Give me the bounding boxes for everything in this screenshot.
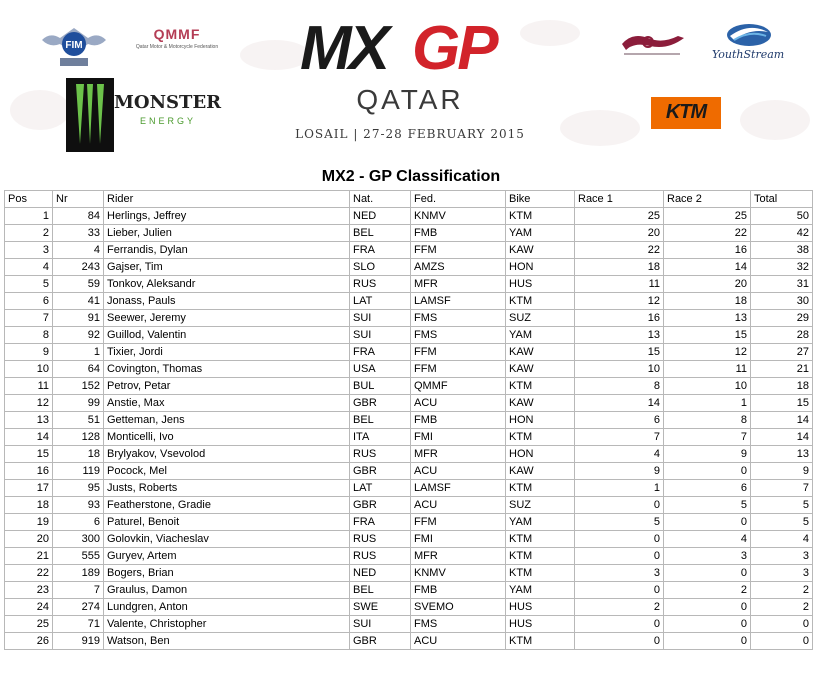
race2-cell: 9 — [664, 446, 751, 463]
federation-cell: AMZS — [411, 259, 506, 276]
background-texture — [520, 20, 580, 46]
federation-cell: SVEMO — [411, 599, 506, 616]
position-cell: 23 — [5, 582, 53, 599]
race1-cell: 8 — [575, 378, 664, 395]
position-cell: 24 — [5, 599, 53, 616]
table-row — [5, 259, 813, 276]
bike-cell: KTM — [506, 378, 575, 395]
table-row — [5, 310, 813, 327]
race1-cell: 3 — [575, 565, 664, 582]
federation-cell: FMB — [411, 582, 506, 599]
nationality-cell: RUS — [350, 276, 411, 293]
rider-cell: Ferrandis, Dylan — [104, 242, 350, 259]
rider-cell: Guryev, Artem — [104, 548, 350, 565]
background-texture — [10, 90, 70, 130]
race2-cell: 13 — [664, 310, 751, 327]
ktm-logo-text: KTM — [665, 101, 707, 123]
race2-cell: 0 — [664, 463, 751, 480]
rider-cell: Anstie, Max — [104, 395, 350, 412]
nationality-cell: SUI — [350, 327, 411, 344]
table-row — [5, 480, 813, 497]
nationality-cell: LAT — [350, 293, 411, 310]
nationality-cell: NED — [350, 208, 411, 225]
table-body — [5, 208, 813, 650]
position-cell: 11 — [5, 378, 53, 395]
race1-cell: 4 — [575, 446, 664, 463]
table-row — [5, 276, 813, 293]
federation-cell: FFM — [411, 242, 506, 259]
column-header: Total — [751, 191, 813, 208]
federation-cell: FMS — [411, 616, 506, 633]
rider-cell: Lundgren, Anton — [104, 599, 350, 616]
race2-cell: 20 — [664, 276, 751, 293]
classification-table — [4, 190, 813, 650]
race2-cell: 1 — [664, 395, 751, 412]
bike-cell: YAM — [506, 225, 575, 242]
race2-cell: 0 — [664, 633, 751, 650]
race1-cell: 18 — [575, 259, 664, 276]
total-cell: 7 — [751, 480, 813, 497]
table-row — [5, 293, 813, 310]
position-cell: 4 — [5, 259, 53, 276]
race2-cell: 0 — [664, 599, 751, 616]
number-cell: 95 — [53, 480, 104, 497]
rider-cell: Guillod, Valentin — [104, 327, 350, 344]
federation-cell: FFM — [411, 344, 506, 361]
total-cell: 5 — [751, 514, 813, 531]
bike-cell: KAW — [506, 463, 575, 480]
background-texture — [560, 110, 640, 146]
number-cell: 4 — [53, 242, 104, 259]
number-cell: 243 — [53, 259, 104, 276]
youthstream-logo — [710, 22, 790, 66]
fim-logo — [40, 22, 108, 72]
total-cell: 32 — [751, 259, 813, 276]
race2-cell: 15 — [664, 327, 751, 344]
rider-cell: Paturel, Benoit — [104, 514, 350, 531]
bike-cell: YAM — [506, 514, 575, 531]
position-cell: 20 — [5, 531, 53, 548]
bike-cell: HON — [506, 446, 575, 463]
qmmf-logo — [122, 26, 232, 68]
mxgp-logo — [300, 14, 524, 84]
race2-cell: 22 — [664, 225, 751, 242]
federation-cell: FMB — [411, 225, 506, 242]
total-cell: 3 — [751, 548, 813, 565]
race1-cell: 0 — [575, 548, 664, 565]
bike-cell: YAM — [506, 327, 575, 344]
table-row — [5, 225, 813, 242]
bike-cell: KTM — [506, 293, 575, 310]
rider-cell: Lieber, Julien — [104, 225, 350, 242]
position-cell: 1 — [5, 208, 53, 225]
bike-cell: HUS — [506, 276, 575, 293]
race2-cell: 25 — [664, 208, 751, 225]
nationality-cell: LAT — [350, 480, 411, 497]
table-row — [5, 565, 813, 582]
total-cell: 5 — [751, 497, 813, 514]
number-cell: 59 — [53, 276, 104, 293]
total-cell: 15 — [751, 395, 813, 412]
race1-cell: 2 — [575, 599, 664, 616]
number-cell: 1 — [53, 344, 104, 361]
table-row — [5, 548, 813, 565]
race1-cell: 10 — [575, 361, 664, 378]
race1-cell: 7 — [575, 429, 664, 446]
losail-circuit-logo — [618, 28, 690, 58]
event-dates: LOSAIL | 27-28 FEBRUARY 2015 — [295, 127, 525, 141]
table-row — [5, 446, 813, 463]
federation-cell: FMS — [411, 310, 506, 327]
race1-cell: 0 — [575, 531, 664, 548]
rider-cell: Brylyakov, Vsevolod — [104, 446, 350, 463]
position-cell: 25 — [5, 616, 53, 633]
rider-cell: Tixier, Jordi — [104, 344, 350, 361]
column-header: Bike — [506, 191, 575, 208]
rider-cell: Getteman, Jens — [104, 412, 350, 429]
nationality-cell: SLO — [350, 259, 411, 276]
table-row — [5, 412, 813, 429]
total-cell: 42 — [751, 225, 813, 242]
number-cell: 7 — [53, 582, 104, 599]
federation-cell: LAMSF — [411, 293, 506, 310]
race2-cell: 4 — [664, 531, 751, 548]
number-cell: 189 — [53, 565, 104, 582]
number-cell: 6 — [53, 514, 104, 531]
nationality-cell: FRA — [350, 344, 411, 361]
event-banner — [0, 0, 822, 160]
nationality-cell: GBR — [350, 395, 411, 412]
number-cell: 41 — [53, 293, 104, 310]
race1-cell: 1 — [575, 480, 664, 497]
bike-cell: SUZ — [506, 310, 575, 327]
rider-cell: Jonass, Pauls — [104, 293, 350, 310]
monster-claw-icon — [66, 78, 114, 152]
race1-cell: 0 — [575, 616, 664, 633]
position-cell: 18 — [5, 497, 53, 514]
number-cell: 91 — [53, 310, 104, 327]
table-row — [5, 344, 813, 361]
nationality-cell: SUI — [350, 310, 411, 327]
table-row — [5, 599, 813, 616]
nationality-cell: RUS — [350, 531, 411, 548]
column-header: Pos — [5, 191, 53, 208]
federation-cell: KNMV — [411, 565, 506, 582]
bike-cell: KTM — [506, 548, 575, 565]
bike-cell: KTM — [506, 429, 575, 446]
bike-cell: HON — [506, 412, 575, 429]
background-texture — [740, 100, 810, 140]
total-cell: 0 — [751, 616, 813, 633]
page-title: MX2 - GP Classification — [321, 168, 501, 185]
federation-cell: KNMV — [411, 208, 506, 225]
table-row — [5, 378, 813, 395]
table-row — [5, 497, 813, 514]
rider-cell: Tonkov, Aleksandr — [104, 276, 350, 293]
table-row — [5, 463, 813, 480]
table-row — [5, 208, 813, 225]
total-cell: 14 — [751, 412, 813, 429]
rider-cell: Monticelli, Ivo — [104, 429, 350, 446]
rider-cell: Petrov, Petar — [104, 378, 350, 395]
race1-cell: 16 — [575, 310, 664, 327]
nationality-cell: SUI — [350, 616, 411, 633]
number-cell: 18 — [53, 446, 104, 463]
nationality-cell: BEL — [350, 412, 411, 429]
youthstream-swoosh-icon — [724, 22, 774, 48]
race2-cell: 10 — [664, 378, 751, 395]
rider-cell: Justs, Roberts — [104, 480, 350, 497]
rider-cell: Valente, Christopher — [104, 616, 350, 633]
column-header: Rider — [104, 191, 350, 208]
race2-cell: 18 — [664, 293, 751, 310]
bike-cell: KAW — [506, 344, 575, 361]
bike-cell: YAM — [506, 582, 575, 599]
total-cell: 0 — [751, 633, 813, 650]
position-cell: 13 — [5, 412, 53, 429]
nationality-cell: BEL — [350, 582, 411, 599]
race2-cell: 0 — [664, 514, 751, 531]
federation-cell: FMB — [411, 412, 506, 429]
rider-cell: Pocock, Mel — [104, 463, 350, 480]
number-cell: 93 — [53, 497, 104, 514]
bike-cell: HON — [506, 259, 575, 276]
event-country: QATAR — [356, 84, 464, 115]
nationality-cell: USA — [350, 361, 411, 378]
number-cell: 919 — [53, 633, 104, 650]
position-cell: 7 — [5, 310, 53, 327]
number-cell: 555 — [53, 548, 104, 565]
position-cell: 10 — [5, 361, 53, 378]
race2-cell: 6 — [664, 480, 751, 497]
column-header: Nr — [53, 191, 104, 208]
race1-cell: 25 — [575, 208, 664, 225]
position-cell: 9 — [5, 344, 53, 361]
bike-cell: KAW — [506, 395, 575, 412]
total-cell: 13 — [751, 446, 813, 463]
federation-cell: MFR — [411, 548, 506, 565]
total-cell: 29 — [751, 310, 813, 327]
bike-cell: HUS — [506, 599, 575, 616]
race1-cell: 5 — [575, 514, 664, 531]
bike-cell: KTM — [506, 531, 575, 548]
table-row — [5, 633, 813, 650]
race2-cell: 8 — [664, 412, 751, 429]
table-row — [5, 395, 813, 412]
number-cell: 84 — [53, 208, 104, 225]
race1-cell: 20 — [575, 225, 664, 242]
position-cell: 21 — [5, 548, 53, 565]
bike-cell: KAW — [506, 242, 575, 259]
race2-cell: 7 — [664, 429, 751, 446]
mxgp-logo-gp: GP — [412, 14, 496, 83]
federation-cell: FFM — [411, 361, 506, 378]
rider-cell: Covington, Thomas — [104, 361, 350, 378]
number-cell: 64 — [53, 361, 104, 378]
race1-cell: 0 — [575, 497, 664, 514]
bike-cell: KAW — [506, 361, 575, 378]
race1-cell: 0 — [575, 633, 664, 650]
federation-cell: QMMF — [411, 378, 506, 395]
rider-cell: Featherstone, Gradie — [104, 497, 350, 514]
table-row — [5, 429, 813, 446]
table-row — [5, 327, 813, 344]
position-cell: 6 — [5, 293, 53, 310]
race1-cell: 15 — [575, 344, 664, 361]
rider-cell: Seewer, Jeremy — [104, 310, 350, 327]
total-cell: 30 — [751, 293, 813, 310]
total-cell: 28 — [751, 327, 813, 344]
federation-cell: FMI — [411, 531, 506, 548]
number-cell: 92 — [53, 327, 104, 344]
rider-cell: Herlings, Jeffrey — [104, 208, 350, 225]
number-cell: 119 — [53, 463, 104, 480]
table-row — [5, 361, 813, 378]
nationality-cell: ITA — [350, 429, 411, 446]
race2-cell: 14 — [664, 259, 751, 276]
position-cell: 22 — [5, 565, 53, 582]
table-row — [5, 582, 813, 599]
federation-cell: FFM — [411, 514, 506, 531]
total-cell: 3 — [751, 565, 813, 582]
total-cell: 38 — [751, 242, 813, 259]
monster-energy-logo — [66, 78, 222, 152]
table-header-row — [5, 191, 813, 208]
position-cell: 2 — [5, 225, 53, 242]
column-header: Nat. — [350, 191, 411, 208]
bike-cell: KTM — [506, 480, 575, 497]
number-cell: 300 — [53, 531, 104, 548]
nationality-cell: RUS — [350, 548, 411, 565]
total-cell: 21 — [751, 361, 813, 378]
rider-cell: Watson, Ben — [104, 633, 350, 650]
total-cell: 9 — [751, 463, 813, 480]
bike-cell: HUS — [506, 616, 575, 633]
nationality-cell: SWE — [350, 599, 411, 616]
table-row — [5, 242, 813, 259]
rider-cell: Golovkin, Viacheslav — [104, 531, 350, 548]
position-cell: 15 — [5, 446, 53, 463]
column-header: Race 1 — [575, 191, 664, 208]
race1-cell: 14 — [575, 395, 664, 412]
position-cell: 17 — [5, 480, 53, 497]
number-cell: 33 — [53, 225, 104, 242]
race2-cell: 3 — [664, 548, 751, 565]
nationality-cell: BEL — [350, 225, 411, 242]
race2-cell: 0 — [664, 616, 751, 633]
total-cell: 2 — [751, 599, 813, 616]
nationality-cell: RUS — [350, 446, 411, 463]
federation-cell: MFR — [411, 446, 506, 463]
position-cell: 26 — [5, 633, 53, 650]
position-cell: 3 — [5, 242, 53, 259]
race2-cell: 2 — [664, 582, 751, 599]
race2-cell: 12 — [664, 344, 751, 361]
nationality-cell: BUL — [350, 378, 411, 395]
nationality-cell: GBR — [350, 463, 411, 480]
race2-cell: 0 — [664, 565, 751, 582]
race1-cell: 6 — [575, 412, 664, 429]
energy-word: ENERGY — [140, 116, 197, 126]
race1-cell: 11 — [575, 276, 664, 293]
total-cell: 2 — [751, 582, 813, 599]
position-cell: 5 — [5, 276, 53, 293]
position-cell: 8 — [5, 327, 53, 344]
position-cell: 12 — [5, 395, 53, 412]
number-cell: 152 — [53, 378, 104, 395]
nationality-cell: GBR — [350, 497, 411, 514]
table-row — [5, 531, 813, 548]
race1-cell: 9 — [575, 463, 664, 480]
number-cell: 99 — [53, 395, 104, 412]
table-row — [5, 616, 813, 633]
svg-text:FIM: FIM — [65, 40, 83, 51]
race1-cell: 13 — [575, 327, 664, 344]
federation-cell: MFR — [411, 276, 506, 293]
total-cell: 31 — [751, 276, 813, 293]
rider-cell: Gajser, Tim — [104, 259, 350, 276]
bike-cell: KTM — [506, 633, 575, 650]
mxgp-logo-mx: MX — [300, 14, 387, 83]
rider-cell: Graulus, Damon — [104, 582, 350, 599]
federation-cell: ACU — [411, 633, 506, 650]
monster-word: MONSTER — [114, 92, 222, 113]
rider-cell: Bogers, Brian — [104, 565, 350, 582]
number-cell: 274 — [53, 599, 104, 616]
bike-cell: KTM — [506, 565, 575, 582]
column-header: Race 2 — [664, 191, 751, 208]
position-cell: 19 — [5, 514, 53, 531]
total-cell: 18 — [751, 378, 813, 395]
race2-cell: 16 — [664, 242, 751, 259]
youthstream-name: YouthStream — [712, 48, 785, 61]
race1-cell: 12 — [575, 293, 664, 310]
position-cell: 16 — [5, 463, 53, 480]
nationality-cell: NED — [350, 565, 411, 582]
federation-cell: FMS — [411, 327, 506, 344]
nationality-cell: FRA — [350, 514, 411, 531]
race1-cell: 0 — [575, 582, 664, 599]
total-cell: 50 — [751, 208, 813, 225]
federation-cell: LAMSF — [411, 480, 506, 497]
nationality-cell: FRA — [350, 242, 411, 259]
number-cell: 51 — [53, 412, 104, 429]
nationality-cell: GBR — [350, 633, 411, 650]
bike-cell: KTM — [506, 208, 575, 225]
number-cell: 128 — [53, 429, 104, 446]
position-cell: 14 — [5, 429, 53, 446]
number-cell: 71 — [53, 616, 104, 633]
race2-cell: 5 — [664, 497, 751, 514]
qmmf-subtitle: Qatar Motor & Motorcycle Federation — [135, 44, 219, 50]
bike-cell: SUZ — [506, 497, 575, 514]
column-header: Fed. — [411, 191, 506, 208]
race1-cell: 22 — [575, 242, 664, 259]
total-cell: 14 — [751, 429, 813, 446]
federation-cell: ACU — [411, 463, 506, 480]
ktm-logo — [651, 97, 721, 129]
race2-cell: 11 — [664, 361, 751, 378]
total-cell: 27 — [751, 344, 813, 361]
table-row — [5, 514, 813, 531]
federation-cell: ACU — [411, 395, 506, 412]
qmmf-name: QMMF — [153, 26, 201, 42]
federation-cell: FMI — [411, 429, 506, 446]
federation-cell: ACU — [411, 497, 506, 514]
total-cell: 4 — [751, 531, 813, 548]
